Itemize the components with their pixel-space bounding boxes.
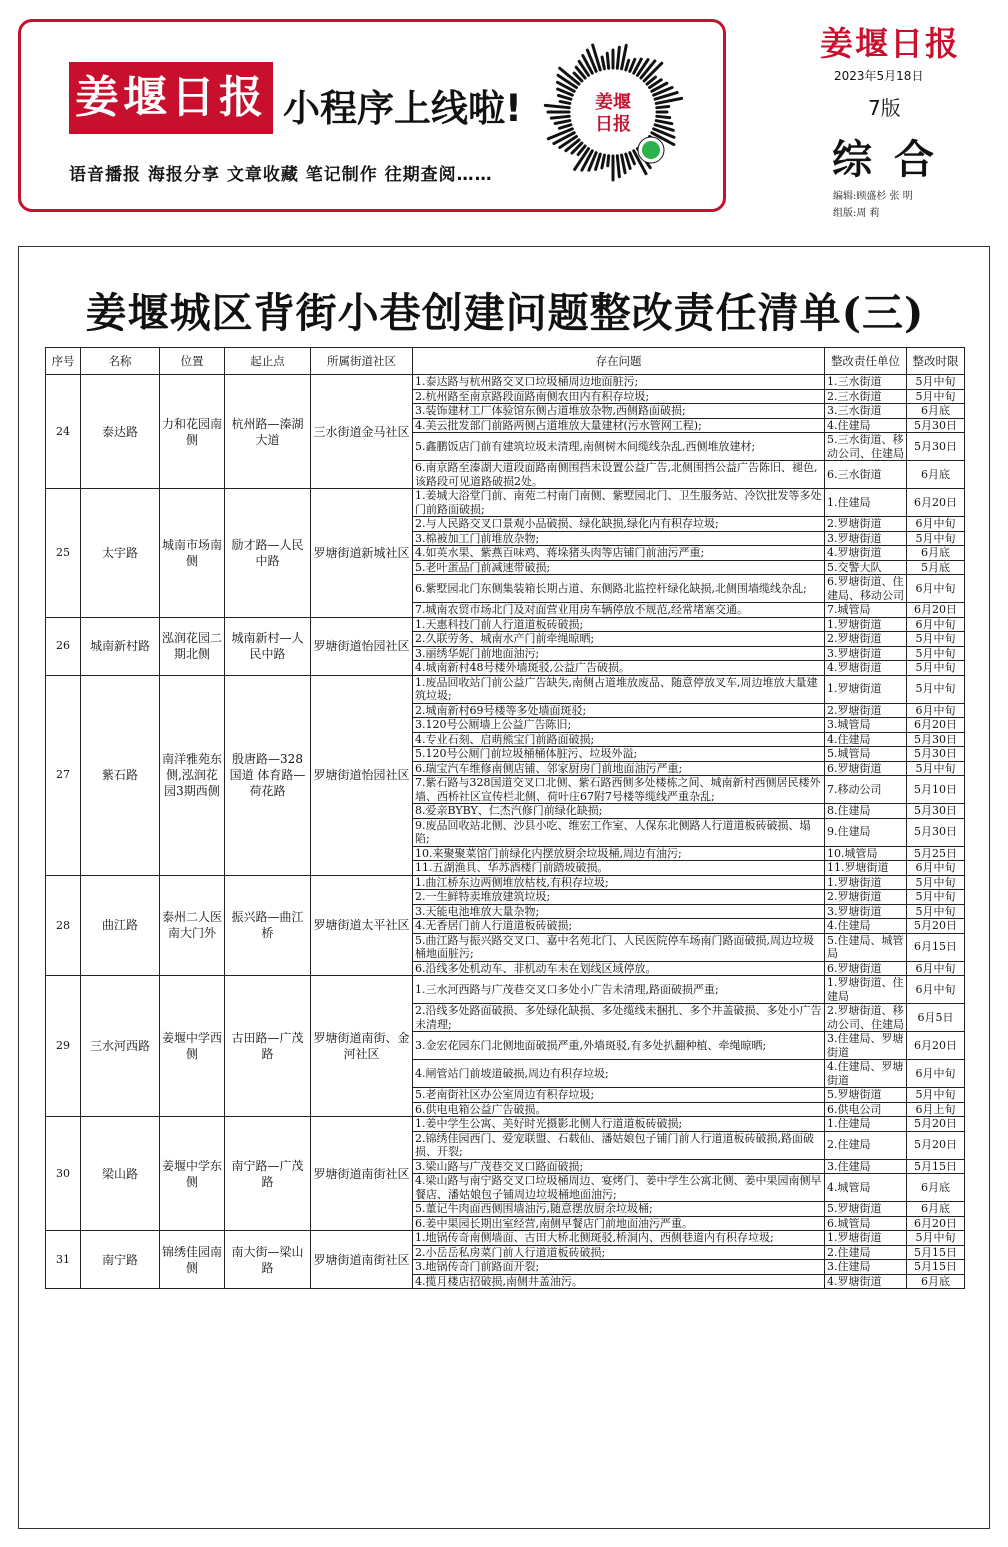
- cell-unit: 4.住建局: [825, 418, 907, 433]
- cell-issue: 5.老叶蛋品门前减速带破损;: [413, 560, 825, 575]
- table-row: [46, 617, 965, 632]
- cell-issue: 1.天惠科技门前人行道道板砖破损;: [413, 617, 825, 632]
- page-number: 7版: [868, 96, 901, 120]
- cell-location: 姜堰中学西侧: [160, 976, 225, 1117]
- cell-unit: 2.罗塘街道、移动公司、住建局: [825, 1004, 907, 1032]
- cell-issue: 6.姜中果园长期出室经营,南侧早餐店门前地面油污严重。: [413, 1216, 825, 1231]
- cell-unit: 2.住建局: [825, 1131, 907, 1159]
- cell-deadline: 6月底: [907, 546, 965, 561]
- col-header-location: 位置: [160, 348, 225, 375]
- cell-issue: 3.丽绣华妮门前地面油污;: [413, 646, 825, 661]
- cell-unit: 2.住建局: [825, 1245, 907, 1260]
- cell-deadline: 5月中旬: [907, 632, 965, 647]
- cell-issue: 8.爱亲BYBY、仁杰汽修门前绿化缺损;: [413, 804, 825, 819]
- cell-deadline: 6月上旬: [907, 1102, 965, 1117]
- cell-unit: 3.住建局、罗塘街道: [825, 1032, 907, 1060]
- cell-community: 罗塘街道南街社区: [311, 1231, 413, 1289]
- cell-unit: 6.罗塘街道、住建局、移动公司: [825, 575, 907, 603]
- app-promo-banner[interactable]: [18, 19, 726, 212]
- cell-location: 锦绣佳园南侧: [160, 1231, 225, 1289]
- cell-deadline: 5月中旬: [907, 904, 965, 919]
- col-header-no: 序号: [46, 348, 81, 375]
- cell-issue: 4.无香居门前人行道道板砖破损;: [413, 919, 825, 934]
- banner-features: 语音播报 海报分享 文章收藏 笔记制作 往期查阅……: [69, 165, 493, 185]
- cell-span: 南大街—梁山路: [225, 1231, 311, 1289]
- cell-issue: 5.120号公厕门前垃圾桶桶体脏污、垃圾外溢;: [413, 747, 825, 762]
- cell-issue: 3.梁山路与广茂巷交叉口路面破损;: [413, 1159, 825, 1174]
- cell-deadline: 5月中旬: [907, 646, 965, 661]
- cell-deadline: 5月30日: [907, 418, 965, 433]
- cell-no: 31: [46, 1231, 81, 1289]
- cell-issue: 2.一生鲜特卖堆放建筑垃圾;: [413, 890, 825, 905]
- cell-unit: 6.罗塘街道: [825, 961, 907, 976]
- table-row: [46, 675, 965, 703]
- article-headline: 姜堰城区背街小巷创建问题整改责任清单(三): [85, 289, 925, 337]
- cell-location: 南洋雅苑东侧,泓润花园3期西侧: [160, 675, 225, 875]
- cell-deadline: 6月20日: [907, 1032, 965, 1060]
- cell-issue: 5.鑫鹏饭店门前有建筑垃圾未清理,南侧树木间缆线杂乱,西侧堆放建材;: [413, 433, 825, 461]
- cell-issue: 3.地锅传奇门前路面开裂;: [413, 1260, 825, 1275]
- cell-issue: 1.曲江桥东边两侧堆放枯枝,有积存垃圾;: [413, 875, 825, 890]
- cell-unit: 4.罗塘街道: [825, 661, 907, 676]
- cell-deadline: 5月30日: [907, 804, 965, 819]
- cell-deadline: 5月25日: [907, 846, 965, 861]
- layout-line: 组版:周 莉: [833, 208, 880, 219]
- cell-deadline: 6月5日: [907, 1004, 965, 1032]
- cell-unit: 5.城管局: [825, 747, 907, 762]
- cell-unit: 3.罗塘街道: [825, 904, 907, 919]
- cell-name: 泰达路: [81, 375, 160, 489]
- cell-issue: 1.泰达路与杭州路交叉口垃圾桶周边地面脏污;: [413, 375, 825, 390]
- cell-issue: 2.沿线多处路面破损、多处绿化缺损、多处缆线未捆扎、多个井盖破损、多处小广告未清理;: [413, 1004, 825, 1032]
- cell-deadline: 6月中旬: [907, 575, 965, 603]
- cell-location: 姜堰中学东侧: [160, 1117, 225, 1231]
- cell-deadline: 6月20日: [907, 1216, 965, 1231]
- cell-no: 25: [46, 489, 81, 618]
- cell-deadline: 6月中旬: [907, 961, 965, 976]
- cell-deadline: 5月中旬: [907, 875, 965, 890]
- cell-unit: 5.罗塘街道: [825, 1202, 907, 1217]
- cell-unit: 4.住建局、罗塘街道: [825, 1060, 907, 1088]
- cell-community: 罗塘街道怡园社区: [311, 617, 413, 675]
- cell-issue: 2.城南新村69号楼等多处墙面斑驳;: [413, 703, 825, 718]
- cell-issue: 4.如英水果、紫燕百味鸡、蒋垛猪头肉等店铺门前油污严重;: [413, 546, 825, 561]
- table-row: [46, 1231, 965, 1246]
- cell-no: 27: [46, 675, 81, 875]
- cell-unit: 4.城管局: [825, 1174, 907, 1202]
- cell-deadline: 6月中旬: [907, 517, 965, 532]
- cell-issue: 4.闸管站门前坡道破损,周边有积存垃圾;: [413, 1060, 825, 1088]
- cell-span: 杭州路—溱湖大道: [225, 375, 311, 489]
- cell-deadline: 5月中旬: [907, 1231, 965, 1246]
- cell-issue: 6.供电电箱公益广告破损。: [413, 1102, 825, 1117]
- cell-issue: 1.地锅传奇南侧墙面、古田大桥北侧斑驳,桥洞内、西侧巷道内有积存垃圾;: [413, 1231, 825, 1246]
- cell-issue: 5.董记牛肉面西侧围墙油污,随意摆放厨余垃圾桶;: [413, 1202, 825, 1217]
- cell-unit: 6.罗塘街道: [825, 761, 907, 776]
- cell-deadline: 5月30日: [907, 818, 965, 846]
- cell-deadline: 5月15日: [907, 1159, 965, 1174]
- cell-issue: 1.姜城大浴堂门前、南苑二村南门南侧、紫墅园北门、卫生服务站、冷饮批发等多处门前路面破损;: [413, 489, 825, 517]
- cell-deadline: 5月30日: [907, 732, 965, 747]
- cell-unit: 10.城管局: [825, 846, 907, 861]
- cell-unit: 8.住建局: [825, 804, 907, 819]
- cell-community: 罗塘街道南街社区: [311, 1117, 413, 1231]
- cell-issue: 2.锦绣佳园西门、爱宠联盟、石载仙、潘姑娘包子铺门前人行道道板砖破损,路面破损、开裂;: [413, 1131, 825, 1159]
- cell-name: 紫石路: [81, 675, 160, 875]
- cell-location: 泰州二人医南大门外: [160, 875, 225, 976]
- cell-unit: 4.住建局: [825, 732, 907, 747]
- cell-issue: 2.杭州路至南京路段面路南侧农田内有积存垃圾;: [413, 389, 825, 404]
- cell-no: 30: [46, 1117, 81, 1231]
- rectification-table: [45, 347, 965, 1289]
- cell-deadline: 5月中旬: [907, 890, 965, 905]
- col-header-community: 所属街道社区: [311, 348, 413, 375]
- editor-line: 编辑:顾盛杉 张 明: [833, 191, 913, 202]
- cell-deadline: 6月中旬: [907, 861, 965, 876]
- cell-span: 殷唐路—328国道 体育路—荷花路: [225, 675, 311, 875]
- cell-unit: 6.城管局: [825, 1216, 907, 1231]
- cell-deadline: 5月中旬: [907, 761, 965, 776]
- cell-unit: 11.罗塘街道: [825, 861, 907, 876]
- cell-unit: 5.三水街道、移动公司、住建局: [825, 433, 907, 461]
- cell-issue: 2.久联劳务、城南水产门前牵绳晾晒;: [413, 632, 825, 647]
- cell-deadline: 6月底: [907, 1174, 965, 1202]
- cell-unit: 3.三水街道: [825, 404, 907, 419]
- cell-unit: 2.罗塘街道: [825, 632, 907, 647]
- cell-span: 励才路—人民中路: [225, 489, 311, 618]
- cell-deadline: 5月中旬: [907, 661, 965, 676]
- cell-deadline: 6月中旬: [907, 1060, 965, 1088]
- cell-deadline: 5月15日: [907, 1260, 965, 1275]
- cell-unit: 7.城管局: [825, 603, 907, 618]
- table-header-row: [46, 348, 965, 375]
- cell-issue: 1.废品回收站门前公益广告缺失,南侧占道堆放废品、随意停放叉车,周边堆放大量建筑垃圾;: [413, 675, 825, 703]
- cell-unit: 1.罗塘街道: [825, 617, 907, 632]
- cell-community: 罗塘街道太平社区: [311, 875, 413, 976]
- cell-deadline: 5月底: [907, 560, 965, 575]
- table-body: [46, 375, 965, 1289]
- cell-unit: 3.住建局: [825, 1260, 907, 1275]
- svg-text:姜堰: 姜堰: [595, 92, 631, 113]
- editor-credits: [833, 188, 913, 222]
- cell-deadline: 6月中旬: [907, 976, 965, 1004]
- cell-unit: 3.城管局: [825, 718, 907, 733]
- col-header-deadline: 整改时限: [907, 348, 965, 375]
- cell-issue: 6.沿线多处机动车、非机动车未在划线区域停放。: [413, 961, 825, 976]
- cell-issue: 4.美云批发部门前路两侧占道堆放大量建材(污水管网工程);: [413, 418, 825, 433]
- cell-issue: 5.曲江路与振兴路交叉口、嘉中名苑北门、人民医院停车场南门路面破损,周边垃圾桶地面脏污;: [413, 933, 825, 961]
- cell-unit: 9.住建局: [825, 818, 907, 846]
- col-header-name: 名称: [81, 348, 160, 375]
- cell-location: 城南市场南侧: [160, 489, 225, 618]
- cell-deadline: 5月30日: [907, 747, 965, 762]
- cell-issue: 2.与人民路交叉口景观小品破损、绿化缺损,绿化内有积存垃圾;: [413, 517, 825, 532]
- cell-issue: 6.瑞宝汽车维修南侧店铺、邻家厨房门前地面油污严重;: [413, 761, 825, 776]
- cell-deadline: 6月底: [907, 404, 965, 419]
- cell-issue: 2.小岳岳私房菜门前人行道道板砖破损;: [413, 1245, 825, 1260]
- cell-deadline: 5月中旬: [907, 375, 965, 390]
- cell-location: 泓润花园二期北侧: [160, 617, 225, 675]
- cell-no: 24: [46, 375, 81, 489]
- col-header-issue: 存在问题: [413, 348, 825, 375]
- cell-name: 梁山路: [81, 1117, 160, 1231]
- cell-unit: 6.三水街道: [825, 461, 907, 489]
- cell-unit: 2.罗塘街道: [825, 890, 907, 905]
- cell-no: 28: [46, 875, 81, 976]
- mini-program-qr-icon[interactable]: [543, 42, 683, 182]
- cell-span: 振兴路—曲江桥: [225, 875, 311, 976]
- cell-deadline: 5月10日: [907, 776, 965, 804]
- cell-unit: 2.罗塘街道: [825, 517, 907, 532]
- cell-unit: 1.罗塘街道、住建局: [825, 976, 907, 1004]
- cell-unit: 1.住建局: [825, 1117, 907, 1132]
- cell-unit: 3.罗塘街道: [825, 531, 907, 546]
- section-title: 综合: [832, 136, 956, 183]
- cell-name: 太宇路: [81, 489, 160, 618]
- table-row: [46, 375, 965, 390]
- cell-issue: 6.紫墅园北门东侧集装箱长期占道、东侧路北监控杆绿化缺损,北侧围墙缆线杂乱;: [413, 575, 825, 603]
- banner-slogan: 小程序上线啦!: [283, 87, 522, 130]
- cell-issue: 3.金宏花园东门北侧地面破损严重,外墙斑驳,有多处扒翻种植、牵绳晾晒;: [413, 1032, 825, 1060]
- cell-community: 罗塘街道南街、金河社区: [311, 976, 413, 1117]
- cell-name: 南宁路: [81, 1231, 160, 1289]
- cell-deadline: 6月底: [907, 1202, 965, 1217]
- cell-issue: 11.五湖渔具、华苏酒楼门前踏坡破损。: [413, 861, 825, 876]
- cell-unit: 2.罗塘街道: [825, 703, 907, 718]
- cell-deadline: 6月20日: [907, 718, 965, 733]
- cell-span: 古田路—广茂路: [225, 976, 311, 1117]
- cell-unit: 2.三水街道: [825, 389, 907, 404]
- cell-deadline: 5月中旬: [907, 531, 965, 546]
- cell-deadline: 6月底: [907, 461, 965, 489]
- cell-name: 三水河西路: [81, 976, 160, 1117]
- cell-no: 29: [46, 976, 81, 1117]
- cell-deadline: 6月中旬: [907, 703, 965, 718]
- cell-issue: 9.废品回收站北侧、沙县小吃、维宏工作室、人保东北侧路人行道道板砖破损、塌陷;: [413, 818, 825, 846]
- cell-issue: 4.城南新村48号楼外墙斑驳,公益广告破损。: [413, 661, 825, 676]
- col-header-unit: 整改责任单位: [825, 348, 907, 375]
- col-header-span: 起止点: [225, 348, 311, 375]
- cell-deadline: 5月15日: [907, 1245, 965, 1260]
- table-row: [46, 1117, 965, 1132]
- cell-community: 罗塘街道怡园社区: [311, 675, 413, 875]
- cell-unit: 3.罗塘街道: [825, 646, 907, 661]
- cell-deadline: 5月30日: [907, 433, 965, 461]
- cell-span: 南宁路—广茂路: [225, 1117, 311, 1231]
- cell-issue: 4.揽月楼店招破损,南侧井盖油污。: [413, 1274, 825, 1289]
- cell-deadline: 5月20日: [907, 919, 965, 934]
- cell-unit: 7.移动公司: [825, 776, 907, 804]
- cell-issue: 4.梁山路与南宁路交叉口垃圾桶周边、宴烤门、姜中学生公寓北侧、姜中果园南侧早餐店、潘姑娘包子铺周边垃圾桶地面油污;: [413, 1174, 825, 1202]
- cell-unit: 5.交警大队: [825, 560, 907, 575]
- masthead-logo: 姜堰日报: [820, 24, 960, 63]
- table-row: [46, 976, 965, 1004]
- cell-unit: 1.罗塘街道: [825, 675, 907, 703]
- cell-issue: 7.城南农贸市场北门及对面营业用房车辆停放不规范,经常堵塞交通。: [413, 603, 825, 618]
- cell-deadline: 6月20日: [907, 489, 965, 517]
- cell-unit: 1.罗塘街道: [825, 875, 907, 890]
- cell-issue: 4.专业石刻、启萌熊宝门前路面破损;: [413, 732, 825, 747]
- table-row: [46, 489, 965, 517]
- cell-deadline: 6月底: [907, 1274, 965, 1289]
- cell-deadline: 5月中旬: [907, 675, 965, 703]
- cell-location: 力和花园南侧: [160, 375, 225, 489]
- cell-issue: 1.姜中学生公寓、美好时光摄影北侧人行道道板砖破损;: [413, 1117, 825, 1132]
- cell-name: 曲江路: [81, 875, 160, 976]
- cell-unit: 3.住建局: [825, 1159, 907, 1174]
- cell-unit: 5.罗塘街道: [825, 1088, 907, 1103]
- cell-deadline: 5月中旬: [907, 1088, 965, 1103]
- cell-community: 罗塘街道新城社区: [311, 489, 413, 618]
- cell-unit: 1.罗塘街道: [825, 1231, 907, 1246]
- cell-deadline: 5月20日: [907, 1131, 965, 1159]
- cell-unit: 5.住建局、城管局: [825, 933, 907, 961]
- svg-text:日报: 日报: [595, 114, 631, 135]
- cell-deadline: 5月中旬: [907, 389, 965, 404]
- cell-issue: 7.紫石路与328国道交叉口北侧、紫石路西侧多处楼栋之间、城南新村西侧居民楼外墙、西桥社区宣传栏北侧、荷叶庄67附7号楼等缆线严重杂乱;: [413, 776, 825, 804]
- cell-issue: 3.120号公厕墙上公益广告陈旧;: [413, 718, 825, 733]
- cell-unit: 4.罗塘街道: [825, 546, 907, 561]
- cell-unit: 1.住建局: [825, 489, 907, 517]
- cell-issue: 10.来聚聚菜馆门前绿化内摆放厨余垃圾桶,周边有油污;: [413, 846, 825, 861]
- cell-unit: 1.三水街道: [825, 375, 907, 390]
- cell-unit: 6.供电公司: [825, 1102, 907, 1117]
- cell-span: 城南新村—人民中路: [225, 617, 311, 675]
- cell-issue: 3.装饰建材工厂体验馆东侧占道堆放杂物,西侧路面破损;: [413, 404, 825, 419]
- cell-issue: 5.老南街社区办公室周边有积存垃圾;: [413, 1088, 825, 1103]
- cell-community: 三水街道金马社区: [311, 375, 413, 489]
- cell-deadline: 6月中旬: [907, 617, 965, 632]
- cell-deadline: 5月20日: [907, 1117, 965, 1132]
- cell-deadline: 6月20日: [907, 603, 965, 618]
- cell-issue: 1.三水河西路与广茂巷交叉口多处小广告未清理,路面破损严重;: [413, 976, 825, 1004]
- cell-unit: 4.罗塘街道: [825, 1274, 907, 1289]
- banner-logo: 姜堰日报: [69, 62, 273, 134]
- cell-deadline: 6月15日: [907, 933, 965, 961]
- cell-name: 城南新村路: [81, 617, 160, 675]
- cell-no: 26: [46, 617, 81, 675]
- cell-issue: 3.棉被加工门前堆放杂物;: [413, 531, 825, 546]
- cell-unit: 4.住建局: [825, 919, 907, 934]
- cell-issue: 6.南京路至溱湖大道段面路南侧围挡未设置公益广告,北侧围挡公益广告陈旧、褪色,该路段可见道路破损2处。: [413, 461, 825, 489]
- issue-date: 2023年5月18日: [834, 69, 924, 83]
- table-row: [46, 875, 965, 890]
- cell-issue: 3.天能电池堆放大量杂物;: [413, 904, 825, 919]
